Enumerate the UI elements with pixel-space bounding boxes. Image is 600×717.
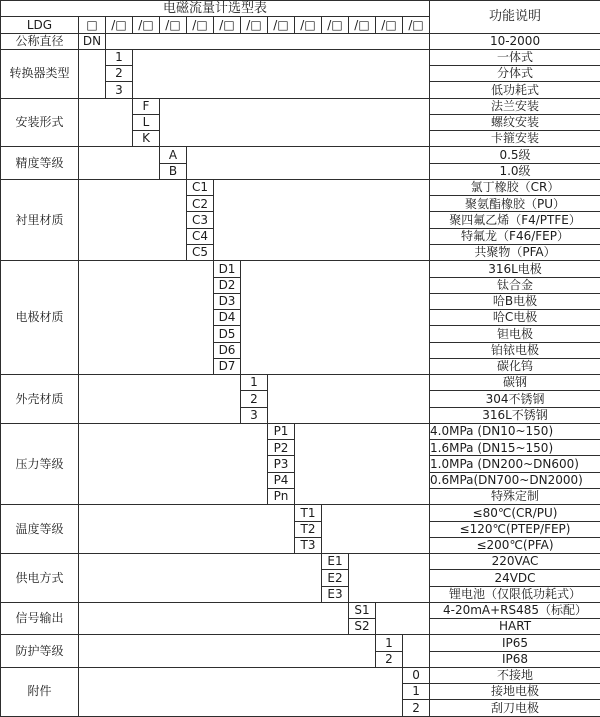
spacer-cell — [79, 635, 376, 668]
option-code: C1 — [187, 179, 214, 195]
model-prefix: LDG — [1, 17, 79, 33]
category-label: 防护等级 — [1, 635, 79, 668]
option-function: 聚四氟乙烯（F4/PTFE） — [430, 212, 600, 228]
option-function: 1.0级 — [430, 163, 600, 179]
option-function: 共聚物（PFA） — [430, 244, 600, 260]
option-function: 4-20mA+RS485（标配） — [430, 602, 600, 618]
model-slot-cell: /□ — [268, 17, 295, 33]
spacer-cell — [322, 505, 430, 554]
category-label: 公称直径 — [1, 33, 79, 49]
model-slot-cell: /□ — [214, 17, 241, 33]
option-function: 碳化钨 — [430, 358, 600, 374]
option-function: 316L电极 — [430, 261, 600, 277]
option-function: IP68 — [430, 651, 600, 667]
model-box-cell: □ — [79, 17, 106, 33]
spacer-cell — [268, 375, 430, 424]
category-label: 电极材质 — [1, 261, 79, 375]
option-code: D4 — [214, 310, 241, 326]
option-function: 4.0MPa (DN10~150) — [430, 423, 600, 439]
option-code: P3 — [268, 456, 295, 472]
option-function: 螺纹安装 — [430, 114, 600, 130]
option-code: 1 — [106, 49, 133, 65]
spacer-cell — [79, 49, 106, 98]
spacer-cell — [79, 147, 160, 180]
option-code: P2 — [268, 440, 295, 456]
spacer-cell — [187, 147, 430, 180]
spacer-cell — [79, 667, 403, 716]
option-code: A — [160, 147, 187, 163]
model-slot-cell: /□ — [295, 17, 322, 33]
function-column-header: 功能说明 — [430, 1, 600, 34]
option-code: 3 — [241, 407, 268, 423]
option-code: C3 — [187, 212, 214, 228]
option-code: 1 — [241, 375, 268, 391]
option-code: P1 — [268, 423, 295, 439]
category-label: 外壳材质 — [1, 375, 79, 424]
option-code: DN — [79, 33, 106, 49]
category-row — [1, 179, 600, 195]
option-function: 一体式 — [430, 49, 600, 65]
option-function: 1.6MPa (DN15~150) — [430, 440, 600, 456]
option-function: 哈C电极 — [430, 310, 600, 326]
category-row — [1, 667, 600, 683]
option-code: 2 — [241, 391, 268, 407]
option-code: B — [160, 163, 187, 179]
option-code: 1 — [376, 635, 403, 651]
option-code: D6 — [214, 342, 241, 358]
category-row — [1, 505, 600, 521]
option-function: 哈B电极 — [430, 293, 600, 309]
option-function: 0.6MPa(DN700~DN2000) — [430, 472, 600, 488]
model-slot-cell: /□ — [322, 17, 349, 33]
category-row — [1, 261, 600, 277]
option-function: 316L不锈钢 — [430, 407, 600, 423]
spacer-cell — [241, 261, 430, 375]
category-row — [1, 423, 600, 439]
option-function: 钛合金 — [430, 277, 600, 293]
option-code: Pn — [268, 488, 295, 504]
category-row — [1, 147, 600, 163]
option-code: D3 — [214, 293, 241, 309]
option-code: C5 — [187, 244, 214, 260]
option-code: D1 — [214, 261, 241, 277]
option-function: 特氟龙（F46/FEP） — [430, 228, 600, 244]
diameter-row — [1, 33, 600, 49]
option-code: S2 — [349, 619, 376, 635]
category-row — [1, 49, 600, 65]
option-code: C2 — [187, 196, 214, 212]
category-label: 精度等级 — [1, 147, 79, 180]
option-code: 2 — [376, 651, 403, 667]
option-function: 聚氨酯橡胶（PU） — [430, 196, 600, 212]
option-code: 3 — [106, 82, 133, 98]
option-code: E3 — [322, 586, 349, 602]
option-function: HART — [430, 619, 600, 635]
spacer-cell — [214, 179, 430, 260]
spacer-cell — [295, 423, 430, 504]
option-function: 刮刀电极 — [430, 700, 600, 716]
model-slot-cell: /□ — [187, 17, 214, 33]
option-function: 10-2000 — [430, 33, 600, 49]
spacer-cell — [160, 98, 430, 147]
option-function: 锂电池（仅限低功耗式） — [430, 586, 600, 602]
category-row — [1, 635, 600, 651]
model-slot-cell: /□ — [349, 17, 376, 33]
option-code: S1 — [349, 602, 376, 618]
option-code: E2 — [322, 570, 349, 586]
category-label: 安装形式 — [1, 98, 79, 147]
model-slot-cell: /□ — [241, 17, 268, 33]
option-function: 低功耗式 — [430, 82, 600, 98]
category-row — [1, 554, 600, 570]
option-code: T3 — [295, 537, 322, 553]
option-function: 24VDC — [430, 570, 600, 586]
option-code: D7 — [214, 358, 241, 374]
option-function: 接地电极 — [430, 684, 600, 700]
spacer-cell — [106, 33, 430, 49]
option-function: ≤120℃(PTEP/FEP) — [430, 521, 600, 537]
option-code: K — [133, 131, 160, 147]
option-code: 2 — [106, 66, 133, 82]
option-function: IP65 — [430, 635, 600, 651]
category-row — [1, 375, 600, 391]
option-code: E1 — [322, 554, 349, 570]
spacer-cell — [376, 602, 430, 635]
option-function: 卡箍安装 — [430, 131, 600, 147]
option-function: 0.5级 — [430, 147, 600, 163]
category-row — [1, 98, 600, 114]
model-slot-cell: /□ — [106, 17, 133, 33]
spacer-cell — [79, 375, 241, 424]
option-function: ≤200℃(PFA) — [430, 537, 600, 553]
option-code: D2 — [214, 277, 241, 293]
option-code: L — [133, 114, 160, 130]
option-function: ≤80℃(CR/PU) — [430, 505, 600, 521]
spacer-cell — [79, 261, 214, 375]
spacer-cell — [349, 554, 430, 603]
option-function: 分体式 — [430, 66, 600, 82]
category-label: 压力等级 — [1, 423, 79, 504]
option-code: 2 — [403, 700, 430, 716]
option-function: 304不锈钢 — [430, 391, 600, 407]
model-slot-cell: /□ — [160, 17, 187, 33]
spacer-cell — [79, 505, 295, 554]
option-function: 特殊定制 — [430, 488, 600, 504]
category-label: 转换器类型 — [1, 49, 79, 98]
option-code: F — [133, 98, 160, 114]
spacer-cell — [79, 179, 187, 260]
option-code: 1 — [403, 684, 430, 700]
table-title: 电磁流量计选型表 — [1, 1, 430, 17]
category-label: 温度等级 — [1, 505, 79, 554]
category-row — [1, 602, 600, 618]
option-code: T1 — [295, 505, 322, 521]
option-code: P4 — [268, 472, 295, 488]
option-code: 0 — [403, 667, 430, 683]
model-slot-cell: /□ — [403, 17, 430, 33]
category-label: 信号输出 — [1, 602, 79, 635]
option-function: 氯丁橡胶（CR） — [430, 179, 600, 195]
category-label: 附件 — [1, 667, 79, 716]
spacer-cell — [79, 423, 268, 504]
category-label: 供电方式 — [1, 554, 79, 603]
spacer-cell — [403, 635, 430, 668]
option-function: 钽电极 — [430, 326, 600, 342]
spacer-cell — [133, 49, 430, 98]
category-label: 衬里材质 — [1, 179, 79, 260]
spacer-cell — [79, 602, 349, 635]
option-function: 碳钢 — [430, 375, 600, 391]
option-function: 220VAC — [430, 554, 600, 570]
option-function: 1.0MPa (DN200~DN600) — [430, 456, 600, 472]
option-code: C4 — [187, 228, 214, 244]
model-slot-cell: /□ — [376, 17, 403, 33]
option-code: D5 — [214, 326, 241, 342]
option-function: 法兰安装 — [430, 98, 600, 114]
model-slot-cell: /□ — [133, 17, 160, 33]
option-function: 铂铱电极 — [430, 342, 600, 358]
option-code: T2 — [295, 521, 322, 537]
spacer-cell — [79, 554, 322, 603]
option-function: 不接地 — [430, 667, 600, 683]
spacer-cell — [79, 98, 133, 147]
